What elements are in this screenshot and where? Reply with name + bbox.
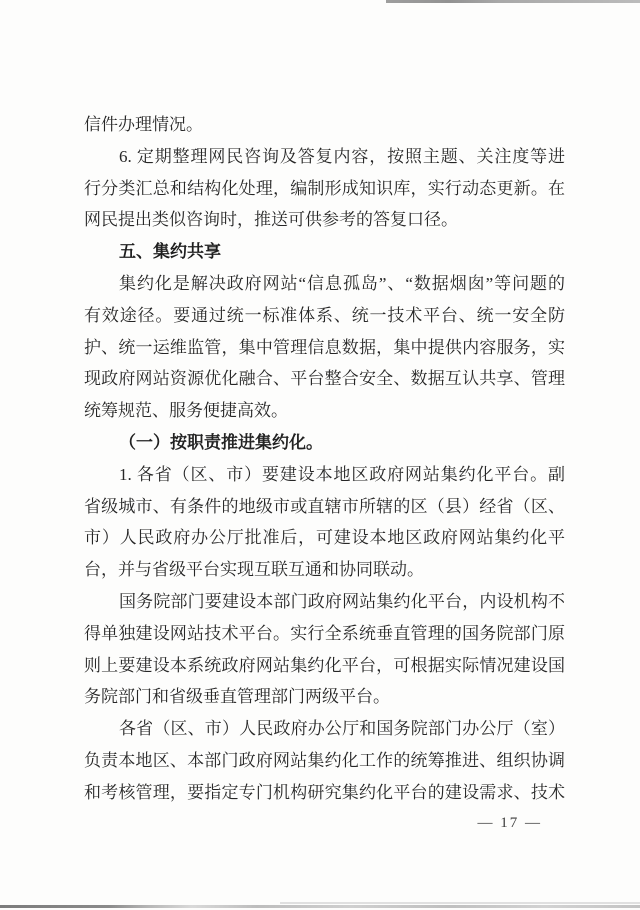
- text-line: 市）人民政府办公厅批准后，可建设本地区政府网站集约化平: [84, 528, 565, 548]
- text-line: 负责本地区、本部门政府网站集约化工作的统筹推进、组织协调: [84, 750, 565, 770]
- text-line: 务院部门和省级垂直管理部门两级平台。: [84, 687, 390, 707]
- text-line: 行分类汇总和结构化处理，编制形成知识库，实行动态更新。在: [84, 178, 565, 198]
- text-line: 得单独建设网站技术平台。实行全系统垂直管理的国务院部门原: [84, 623, 565, 643]
- text-line: 6. 定期整理网民咨询及答复内容，按照主题、关注度等进: [119, 146, 565, 166]
- text-line: 有效途径。要通过统一标准体系、统一技术平台、统一安全防: [84, 305, 565, 325]
- page-number: — 17 —: [477, 815, 542, 831]
- text-line: 国务院部门要建设本部门政府网站集约化平台，内设机构不: [119, 591, 565, 611]
- text-line: 各省（区、市）人民政府办公厅和国务院部门办公厅（室）: [119, 719, 565, 739]
- text-line: 台，并与省级平台实现互联互通和协同联动。: [84, 560, 424, 580]
- text-line: 集约化是解决政府网站“信息孤岛”、“数据烟囱”等问题的: [119, 273, 565, 293]
- subsection-heading: （一）按职责推进集约化。: [119, 432, 323, 452]
- text-line: 统筹规范、服务便捷高效。: [84, 401, 288, 421]
- text-line: 则上要建设本系统政府网站集约化平台，可根据实际情况建设国: [84, 655, 565, 675]
- text-line: 1. 各省（区、市）要建设本地区政府网站集约化平台。副: [119, 464, 565, 484]
- text-line: 和考核管理，要指定专门机构研究集约化平台的建设需求、技术: [84, 782, 565, 802]
- scan-smudge-artifact: [280, 902, 640, 904]
- scan-edge-artifact-top: [386, 0, 640, 3]
- scan-edge-artifact-bottom: [0, 905, 640, 908]
- text-line: 护、统一运维监管，集中管理信息数据，集中提供内容服务，实: [84, 337, 565, 357]
- section-heading: 五、集约共享: [119, 242, 221, 262]
- text-line: 省级城市、有条件的地级市或直辖市所辖的区（县）经省（区、: [84, 496, 565, 516]
- text-line: 网民提出类似咨询时，推送可供参考的答复口径。: [84, 210, 458, 230]
- text-line: 信件办理情况。: [84, 115, 203, 134]
- document-body: [84, 109, 565, 809]
- text-line: 现政府网站资源优化融合、平台整合安全、数据互认共享、管理: [84, 369, 565, 389]
